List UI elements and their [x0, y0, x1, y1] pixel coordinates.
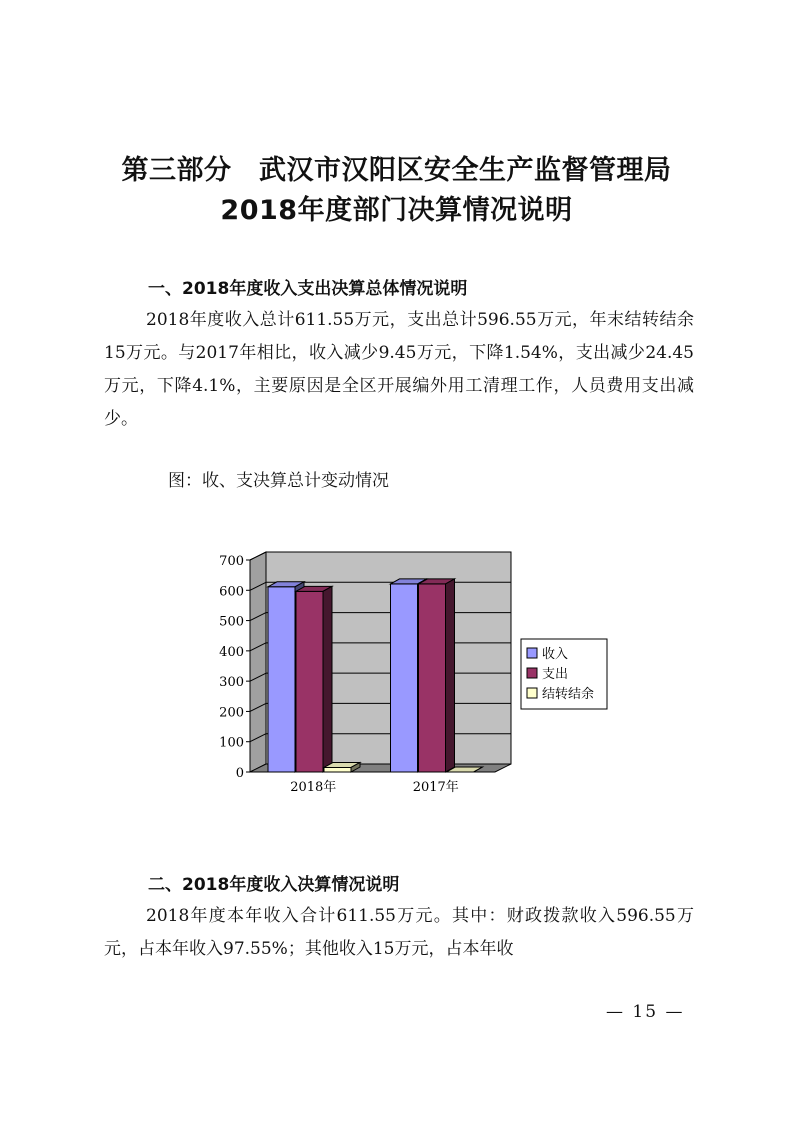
x-category-label: 2017年 [412, 780, 459, 795]
section1-heading: 一、2018年度收入支出决算总体情况说明 [148, 279, 468, 299]
section1-paragraph: 2018年度收入总计611.55万元，支出总计596.55万元，年末结转结余15万元。与2017年相比，收入减少9.45万元，下降1.54%，支出减少24.45万元，下降4.1%，主要原因是全区开展编外用工清理工作，人员费用支出减少。 [104, 310, 694, 429]
x-category-label: 2018年 [290, 780, 337, 795]
legend-swatch [527, 668, 537, 678]
income-expense-chart [210, 540, 630, 810]
bar-side [446, 579, 455, 772]
bar [324, 762, 360, 772]
section2-paragraph: 2018年度本年收入合计611.55万元。其中：财政拨款收入596.55万元，占本年收入97.55%；其他收入15万元，占本年收 [104, 906, 694, 959]
y-tick-label: 0 [235, 766, 244, 781]
bar-front [268, 587, 295, 772]
bar-front [419, 584, 446, 772]
y-tick-label: 700 [219, 554, 244, 569]
bar [419, 579, 455, 772]
legend-label: 收入 [542, 647, 569, 662]
bar-front [296, 591, 323, 772]
document-title-line1: 第三部分 武汉市汉阳区安全生产监督管理局 [121, 155, 672, 186]
section2-heading: 二、2018年度收入决算情况说明 [148, 875, 400, 895]
y-tick-label: 500 [219, 614, 244, 630]
y-tick-label: 300 [219, 675, 244, 691]
y-tick-label: 600 [219, 584, 244, 600]
legend-swatch [527, 648, 537, 658]
figure-caption: 图：收、支决算总计变动情况 [168, 471, 389, 491]
page-number: — 15 — [606, 1002, 685, 1022]
document-title-line2: 2018年度部门决算情况说明 [220, 195, 573, 226]
legend-label: 支出 [542, 667, 569, 682]
legend-label: 结转结余 [542, 687, 595, 702]
y-tick-label: 200 [219, 705, 244, 721]
bar [296, 586, 332, 772]
legend-swatch [527, 688, 537, 698]
y-tick-label: 100 [219, 735, 244, 751]
bar-front [324, 767, 351, 772]
bar-side [323, 586, 332, 772]
bar-front [391, 584, 418, 772]
chart-side-wall [250, 552, 266, 772]
y-tick-label: 400 [219, 644, 244, 660]
